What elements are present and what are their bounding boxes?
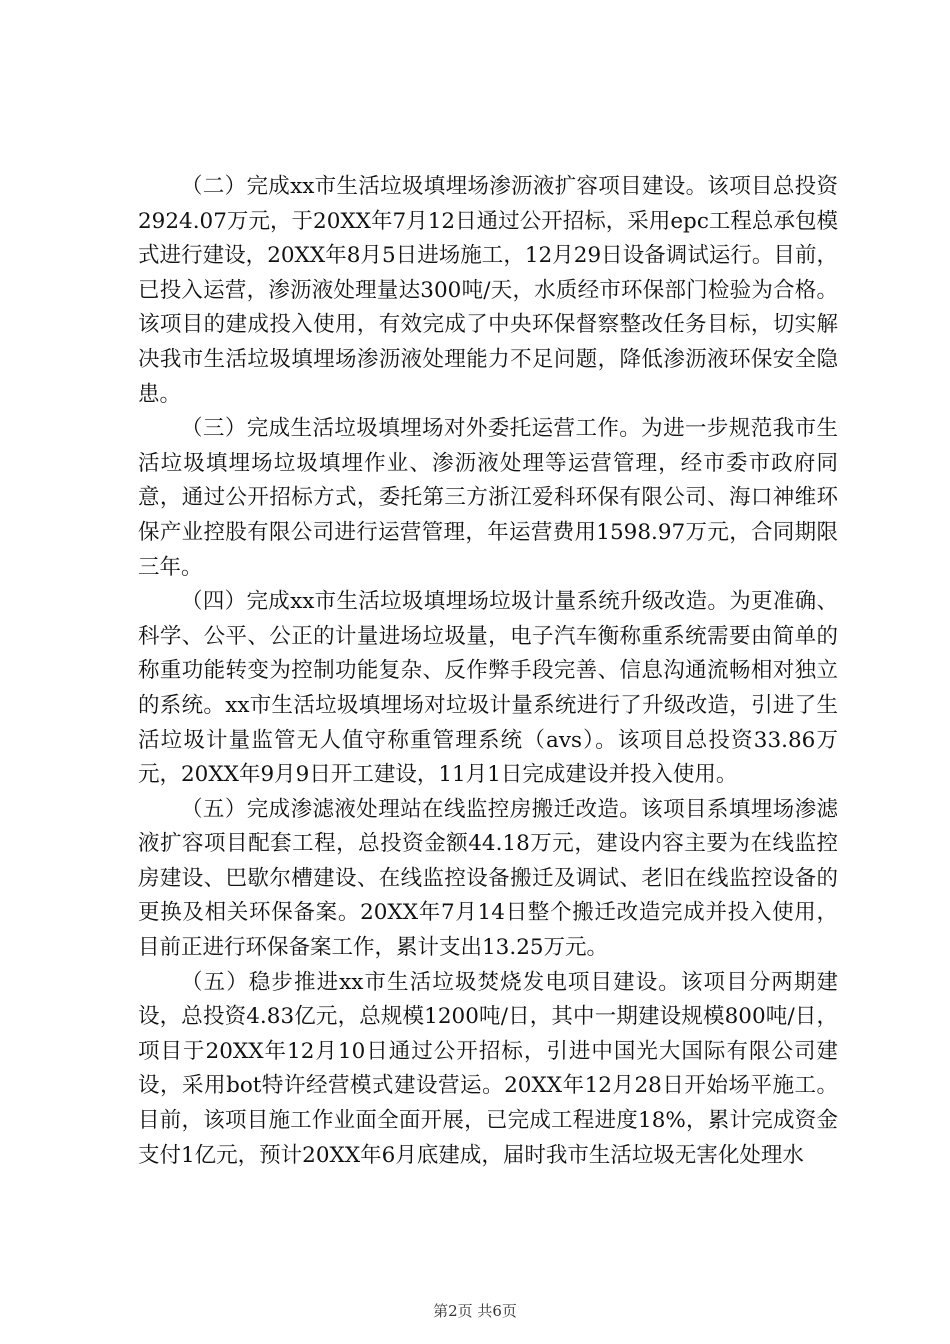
paragraph-3: （三）完成生活垃圾填埋场对外委托运营工作。为进一步规范我市生活垃圾填埋场垃圾填埋作业、渗沥液处理等运营管理，经市委市政府同意，通过公开招标方式，委托第三方浙江爱科环保有限公司、海口神维环保产业控股有限公司进行运营管理，年运营费用1598.97万元，合同期限三年。 — [138, 416, 838, 580]
paragraph-5a: （五）完成渗滤液处理站在线监控房搬迁改造。该项目系填埋场渗滤液扩容项目配套工程，总投资金额44.18万元，建设内容主要为在线监控房建设、巴歇尔槽建设、在线监控设备搬迁及调试、老旧在线监控设备的更换及相关环保备案。20XX年7月14日整个搬迁改造完成并投入使用，目前正进行环保备案工作，累计支出13.25万元。 — [138, 796, 838, 961]
page-footer: 第2页 共6页 — [433, 1302, 517, 1320]
paragraph-4: （四）完成xx市生活垃圾填埋场垃圾计量系统升级改造。为更准确、科学、公平、公正的计量进场垃圾量，电子汽车衡称重系统需要由简单的称重功能转变为控制功能复杂、反作弊手段完善、信息沟通流畅相对独立的系统。xx市生活垃圾填埋场对垃圾计量系统进行了升级改造，引进了生活垃圾计量监管无人值守称重管理系统（avs）。该项目总投资33.86万元，20XX年9月9日开工建设，11月1日完成建设并投入使用。 — [138, 589, 838, 788]
paragraph-5b: （五）稳步推进xx市生活垃圾焚烧发电项目建设。该项目分两期建设，总投资4.83亿元，总规模1200吨/日，其中一期建设规模800吨/日，项目于20XX年12月10日通过公开招标，引进中国光大国际有限公司建设，采用bot特许经营模式建设营运。20XX年12月28日开始场平施工。目前，该项目施工作业面全面开展，已完成工程进度18%，累计完成资金支付1亿元，预计20XX年6月底建成，届时我市生活垃圾无害化处理水 — [138, 969, 838, 1168]
paragraph-2: （二）完成xx市生活垃圾填埋场渗沥液扩容项目建设。该项目总投资2924.07万元，于20XX年7月12日通过公开招标，采用epc工程总承包模式进行建设，20XX年8月5日进场施工，12月29日设备调试运行。目前，已投入运营，渗沥液处理量达300吨/天，水质经市环保部门检验为合格。该项目的建成投入使用，有效完成了中央环保督察整改任务目标，切实解决我市生活垃圾填埋场渗沥液处理能力不足问题，降低渗沥液环保安全隐患。 — [138, 174, 838, 407]
document-body — [138, 170, 838, 1173]
